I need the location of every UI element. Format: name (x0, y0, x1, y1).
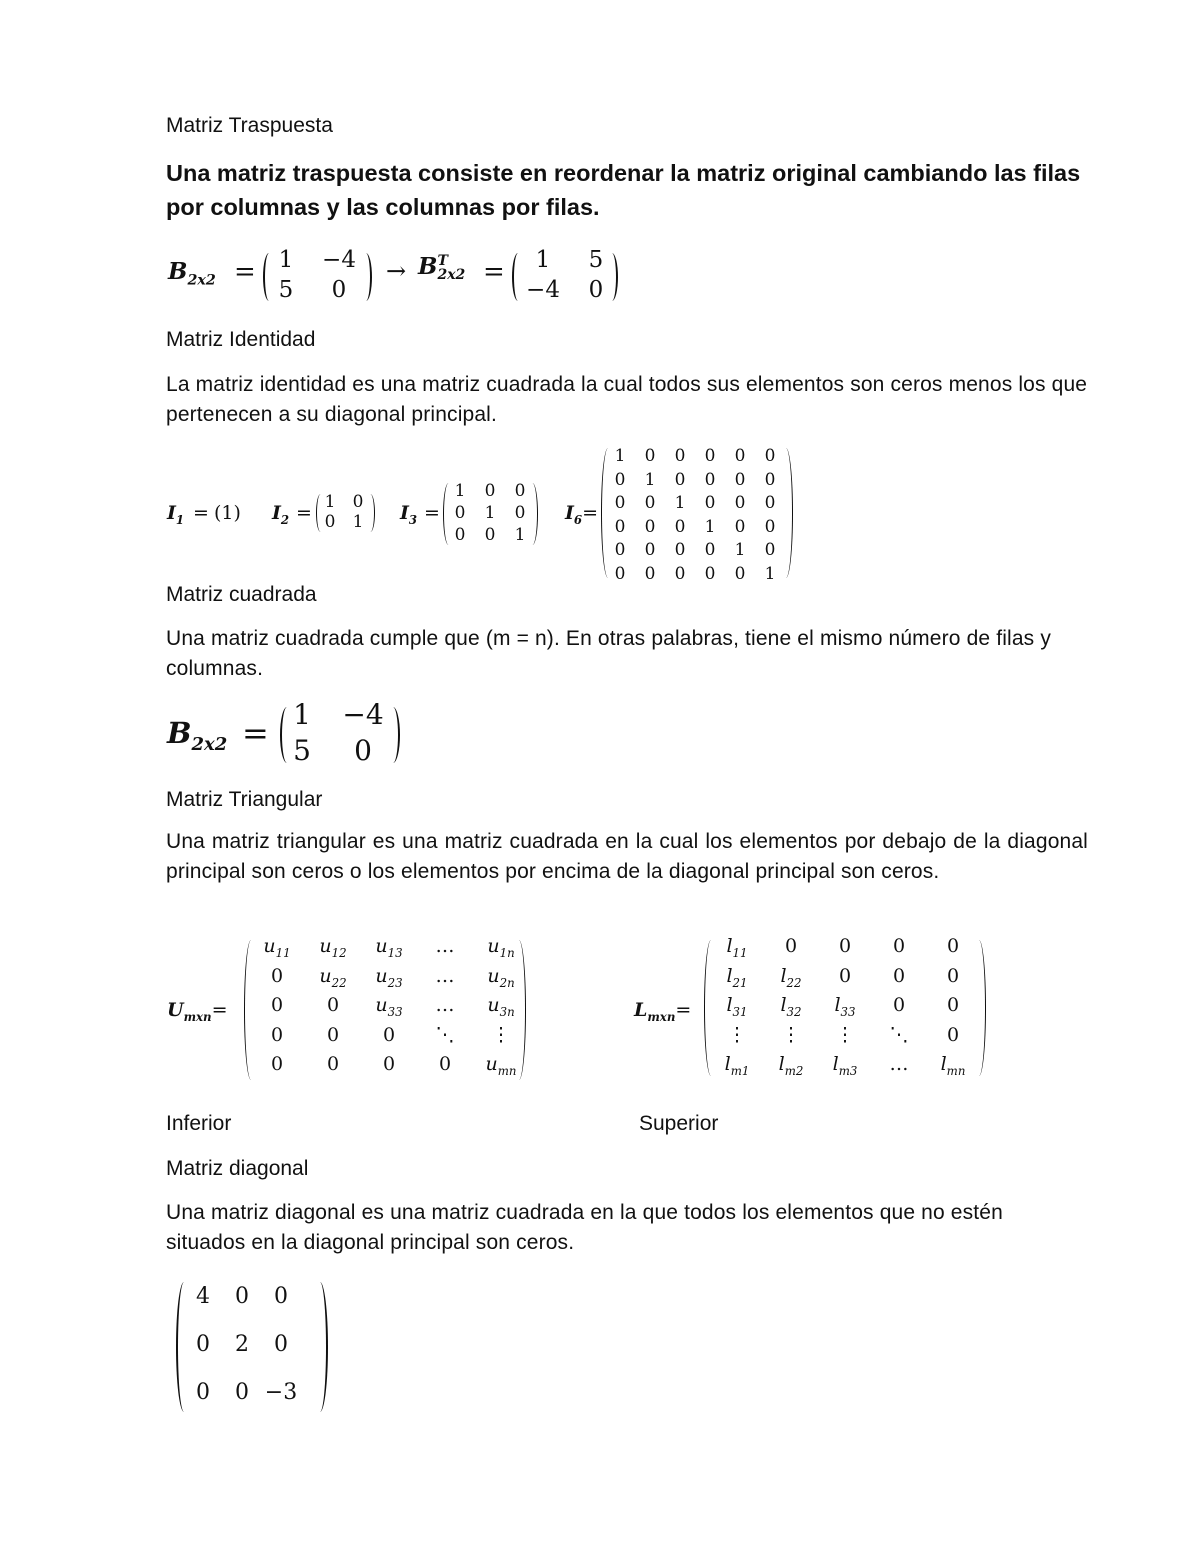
matrix-cell: 0 (764, 516, 776, 537)
matrix-cell: 0 (644, 516, 656, 537)
right-paren (366, 494, 375, 532)
matrix-cell: 0 (734, 493, 746, 513)
heading-identidad: Matriz Identidad (166, 328, 316, 351)
matrix-cell: 1 (674, 493, 686, 513)
matrix-cell: 1 (644, 469, 656, 490)
matrix-cell: 0 (764, 446, 776, 466)
equals-sign: = (242, 714, 269, 752)
matrix-cell: 0 (326, 994, 340, 1016)
matrix-cell: 0 (946, 935, 960, 957)
matrix-cell: 0 (270, 1053, 284, 1075)
body-triangular: Una matriz triangular es una matriz cuadrada en la cual los elementos por debajo de la diagonal principal son ceros o los elementos por encima de la diagonal principal son ceros. (166, 830, 1088, 883)
equals-sign: = (424, 502, 440, 524)
equals-sign: = (296, 502, 312, 524)
matrix-cell: 0 (946, 1023, 960, 1046)
equals-sign: = (483, 257, 505, 287)
body-diagonal: Una matriz diagonal es una matriz cuadrada en la que todos los elementos que no estén situados en la diagonal principal son ceros. (166, 1201, 1003, 1254)
matrix-cell: 0 (235, 1284, 249, 1309)
matrix-cell: 0 (514, 481, 526, 501)
matrix-cell: 0 (704, 446, 716, 466)
matrix-cell: 0 (784, 935, 798, 957)
matrix-cell: $u_{mn}$ (485, 1053, 517, 1078)
matrix-cell: 5 (588, 247, 604, 273)
matrix-cell: $u_{1n}$ (487, 935, 515, 960)
matrix-cell: 0 (764, 469, 776, 490)
matrix-cell: $u_{2n}$ (487, 964, 515, 990)
matrix-cell: $l_{33}$ (834, 994, 856, 1019)
matrix-cell: 0 (704, 563, 716, 584)
matrix-cell: $u_{22}$ (319, 964, 347, 990)
matrix-cell: 0 (946, 964, 960, 987)
matrix-cell: 0 (644, 446, 656, 466)
label-lmxn: $L_{mxn}=$ (634, 999, 692, 1024)
matrix-cell: 0 (734, 516, 746, 537)
label-b2x2: $B_{2x2}$ (168, 258, 216, 289)
matrix-cell: 0 (454, 525, 466, 545)
matrix-cell: 0 (614, 516, 626, 537)
right-paren (386, 707, 400, 763)
matrix-cell: 0 (354, 734, 372, 767)
matrix-cell: 0 (514, 503, 526, 523)
matrix-cell: 5 (293, 734, 311, 767)
caption-inferior: Inferior (166, 1112, 232, 1135)
matrix-cell: $u_{13}$ (375, 935, 403, 960)
matrix-cell: 0 (892, 994, 906, 1016)
matrix-cell: 0 (274, 1284, 288, 1309)
matrix-cell: 0 (235, 1380, 249, 1405)
arrow-icon: → (386, 257, 407, 285)
label-b2x2-square: $B_{2x2}$ (167, 716, 228, 755)
matrix-cell: 0 (644, 493, 656, 513)
matrix-cell: 2 (235, 1332, 249, 1357)
matrix-cell: 0 (734, 563, 746, 584)
matrix-cell: 0 (838, 935, 852, 957)
matrix-cell: 0 (274, 1332, 288, 1357)
caption-superior: Superior (639, 1112, 719, 1135)
matrix-cell: 0 (892, 964, 906, 987)
matrix-cell: 0 (946, 994, 960, 1016)
matrix-cell: 1 (352, 512, 364, 532)
matrix-cell: 0 (382, 1023, 396, 1046)
matrix-cell: 1 (324, 492, 336, 512)
matrix-cell: … (435, 935, 455, 957)
matrix-cell: −4 (342, 698, 384, 731)
matrix-cell: $l_{31}$ (726, 994, 748, 1019)
matrix-cell: 0 (704, 469, 716, 490)
matrix-cell: $l_{22}$ (780, 964, 802, 990)
matrix-cell: 0 (382, 1053, 396, 1075)
label-umxn: $U_{mxn}=$ (167, 999, 228, 1024)
matrix-cell: 0 (674, 446, 686, 466)
matrix-cell: $l_{11}$ (726, 935, 748, 960)
matrix-cell: 0 (734, 469, 746, 490)
matrix-cell: 0 (674, 540, 686, 560)
matrix-cell: $l_{32}$ (780, 994, 802, 1019)
label-bt2x2: B T 2x2 (418, 253, 466, 283)
matrix-cell: 5 (278, 277, 294, 303)
matrix-cell: 0 (326, 1023, 340, 1046)
matrix-cell: 1 (734, 540, 746, 560)
matrix-cell: 0 (484, 525, 496, 545)
matrix-cell: 0 (614, 469, 626, 490)
matrix-cell: $l_{21}$ (726, 964, 748, 990)
matrix-cell: 0 (196, 1380, 210, 1405)
matrix-cell: 0 (674, 563, 686, 584)
matrix-cell: ⋱ (889, 1023, 909, 1046)
matrix-cell: 0 (704, 493, 716, 513)
matrix-cell: 1 (278, 247, 294, 273)
matrix-cell: ⋱ (435, 1023, 455, 1046)
matrix-cell: 0 (644, 563, 656, 584)
matrix-cell: 1 (514, 525, 526, 545)
label-i2: $I_2$ (272, 502, 290, 527)
matrix-cell: $u_{3n}$ (487, 994, 515, 1019)
matrix-cell: 0 (326, 1053, 340, 1075)
matrix-cell: 0 (614, 563, 626, 584)
right-paren (779, 448, 793, 578)
matrix-cell: 1 (484, 503, 496, 523)
matrix-cell: 0 (892, 935, 906, 957)
right-paren (606, 253, 618, 301)
matrix-cell: 0 (454, 503, 466, 523)
right-paren (512, 940, 526, 1080)
matrix-cell: 0 (324, 512, 336, 532)
matrix-cell: $l_{m2}$ (778, 1053, 804, 1078)
matrix-cell: 0 (614, 540, 626, 560)
matrix-cell: 1 (293, 698, 311, 731)
matrix-cell: 0 (674, 516, 686, 537)
matrix-cell: 0 (734, 446, 746, 466)
matrix-cell: 0 (331, 277, 347, 303)
matrix-cell: 1 (704, 516, 716, 537)
right-paren (312, 1282, 328, 1412)
body-identidad: La matriz identidad es una matriz cuadrada la cual todos sus elementos son ceros menos los que pertenecen a su diagonal principal. (166, 373, 1088, 426)
matrix-cell: 0 (196, 1332, 210, 1357)
matrix-cell: 1 (535, 247, 551, 273)
right-paren (527, 483, 538, 545)
matrix-cell: 0 (588, 277, 604, 303)
matrix-cell: 0 (614, 493, 626, 513)
matrix-cell: $l_{m3}$ (832, 1053, 858, 1078)
matrix-cell: 0 (704, 540, 716, 560)
matrix-cell: $u_{33}$ (375, 994, 403, 1019)
matrix-cell: 0 (352, 492, 364, 512)
right-paren (972, 940, 986, 1076)
matrix-cell: 0 (764, 493, 776, 513)
matrix-cell: 4 (196, 1284, 210, 1309)
matrix-cell: $l_{mn}$ (940, 1053, 966, 1078)
body-traspuesta: Una matriz traspuesta consiste en reordenar la matriz original cambiando las filas por columnas y las columnas por filas. (166, 160, 1081, 220)
matrix-cell: 0 (764, 540, 776, 560)
matrix-cell: 0 (838, 964, 852, 987)
matrix-cell: 0 (270, 1023, 284, 1046)
matrix-cell: −4 (526, 277, 560, 303)
heading-diagonal: Matriz diagonal (166, 1157, 309, 1180)
right-paren (360, 253, 372, 301)
heading-cuadrada: Matriz cuadrada (166, 583, 317, 606)
matrix-cell: 0 (644, 540, 656, 560)
matrix-cell: ⋮ (727, 1023, 747, 1046)
heading-traspuesta: Matriz Traspuesta (166, 114, 333, 137)
matrix-cell: 0 (270, 964, 284, 987)
matrix-cell: 1 (764, 563, 776, 584)
matrix-cell: $u_{23}$ (375, 964, 403, 990)
label-i3: $I_3$ (400, 502, 418, 527)
matrix-cell: 0 (270, 994, 284, 1016)
matrix-cell: ⋮ (491, 1023, 511, 1046)
matrix-cell: … (435, 994, 455, 1016)
matrix-cell: $u_{12}$ (319, 935, 347, 960)
matrix-cell: $l_{m1}$ (724, 1053, 750, 1078)
matrix-cell: ⋮ (781, 1023, 801, 1046)
matrix-cell: 0 (674, 469, 686, 490)
label-i1: $I_1$ (167, 502, 185, 527)
equals-sign: = (193, 502, 209, 524)
matrix-cell: 1 (454, 481, 466, 501)
heading-triangular: Matriz Triangular (166, 788, 323, 811)
matrix-cell: −3 (264, 1380, 298, 1405)
matrix-i1-value: (1) (214, 502, 241, 524)
label-i6: $I_6=$ (565, 502, 598, 527)
matrix-cell: … (889, 1053, 909, 1075)
matrix-cell: … (435, 964, 455, 987)
matrix-cell: −4 (322, 247, 356, 273)
matrix-cell: $u_{11}$ (263, 935, 291, 960)
matrix-cell: 1 (614, 446, 626, 466)
matrix-cell: 0 (484, 481, 496, 501)
matrix-cell: 0 (438, 1053, 452, 1075)
body-cuadrada: Una matriz cuadrada cumple que (m = n). En otras palabras, tiene el mismo número de filas y columnas. (166, 627, 1051, 680)
equals-sign: = (234, 257, 256, 287)
matrix-cell: ⋮ (835, 1023, 855, 1046)
